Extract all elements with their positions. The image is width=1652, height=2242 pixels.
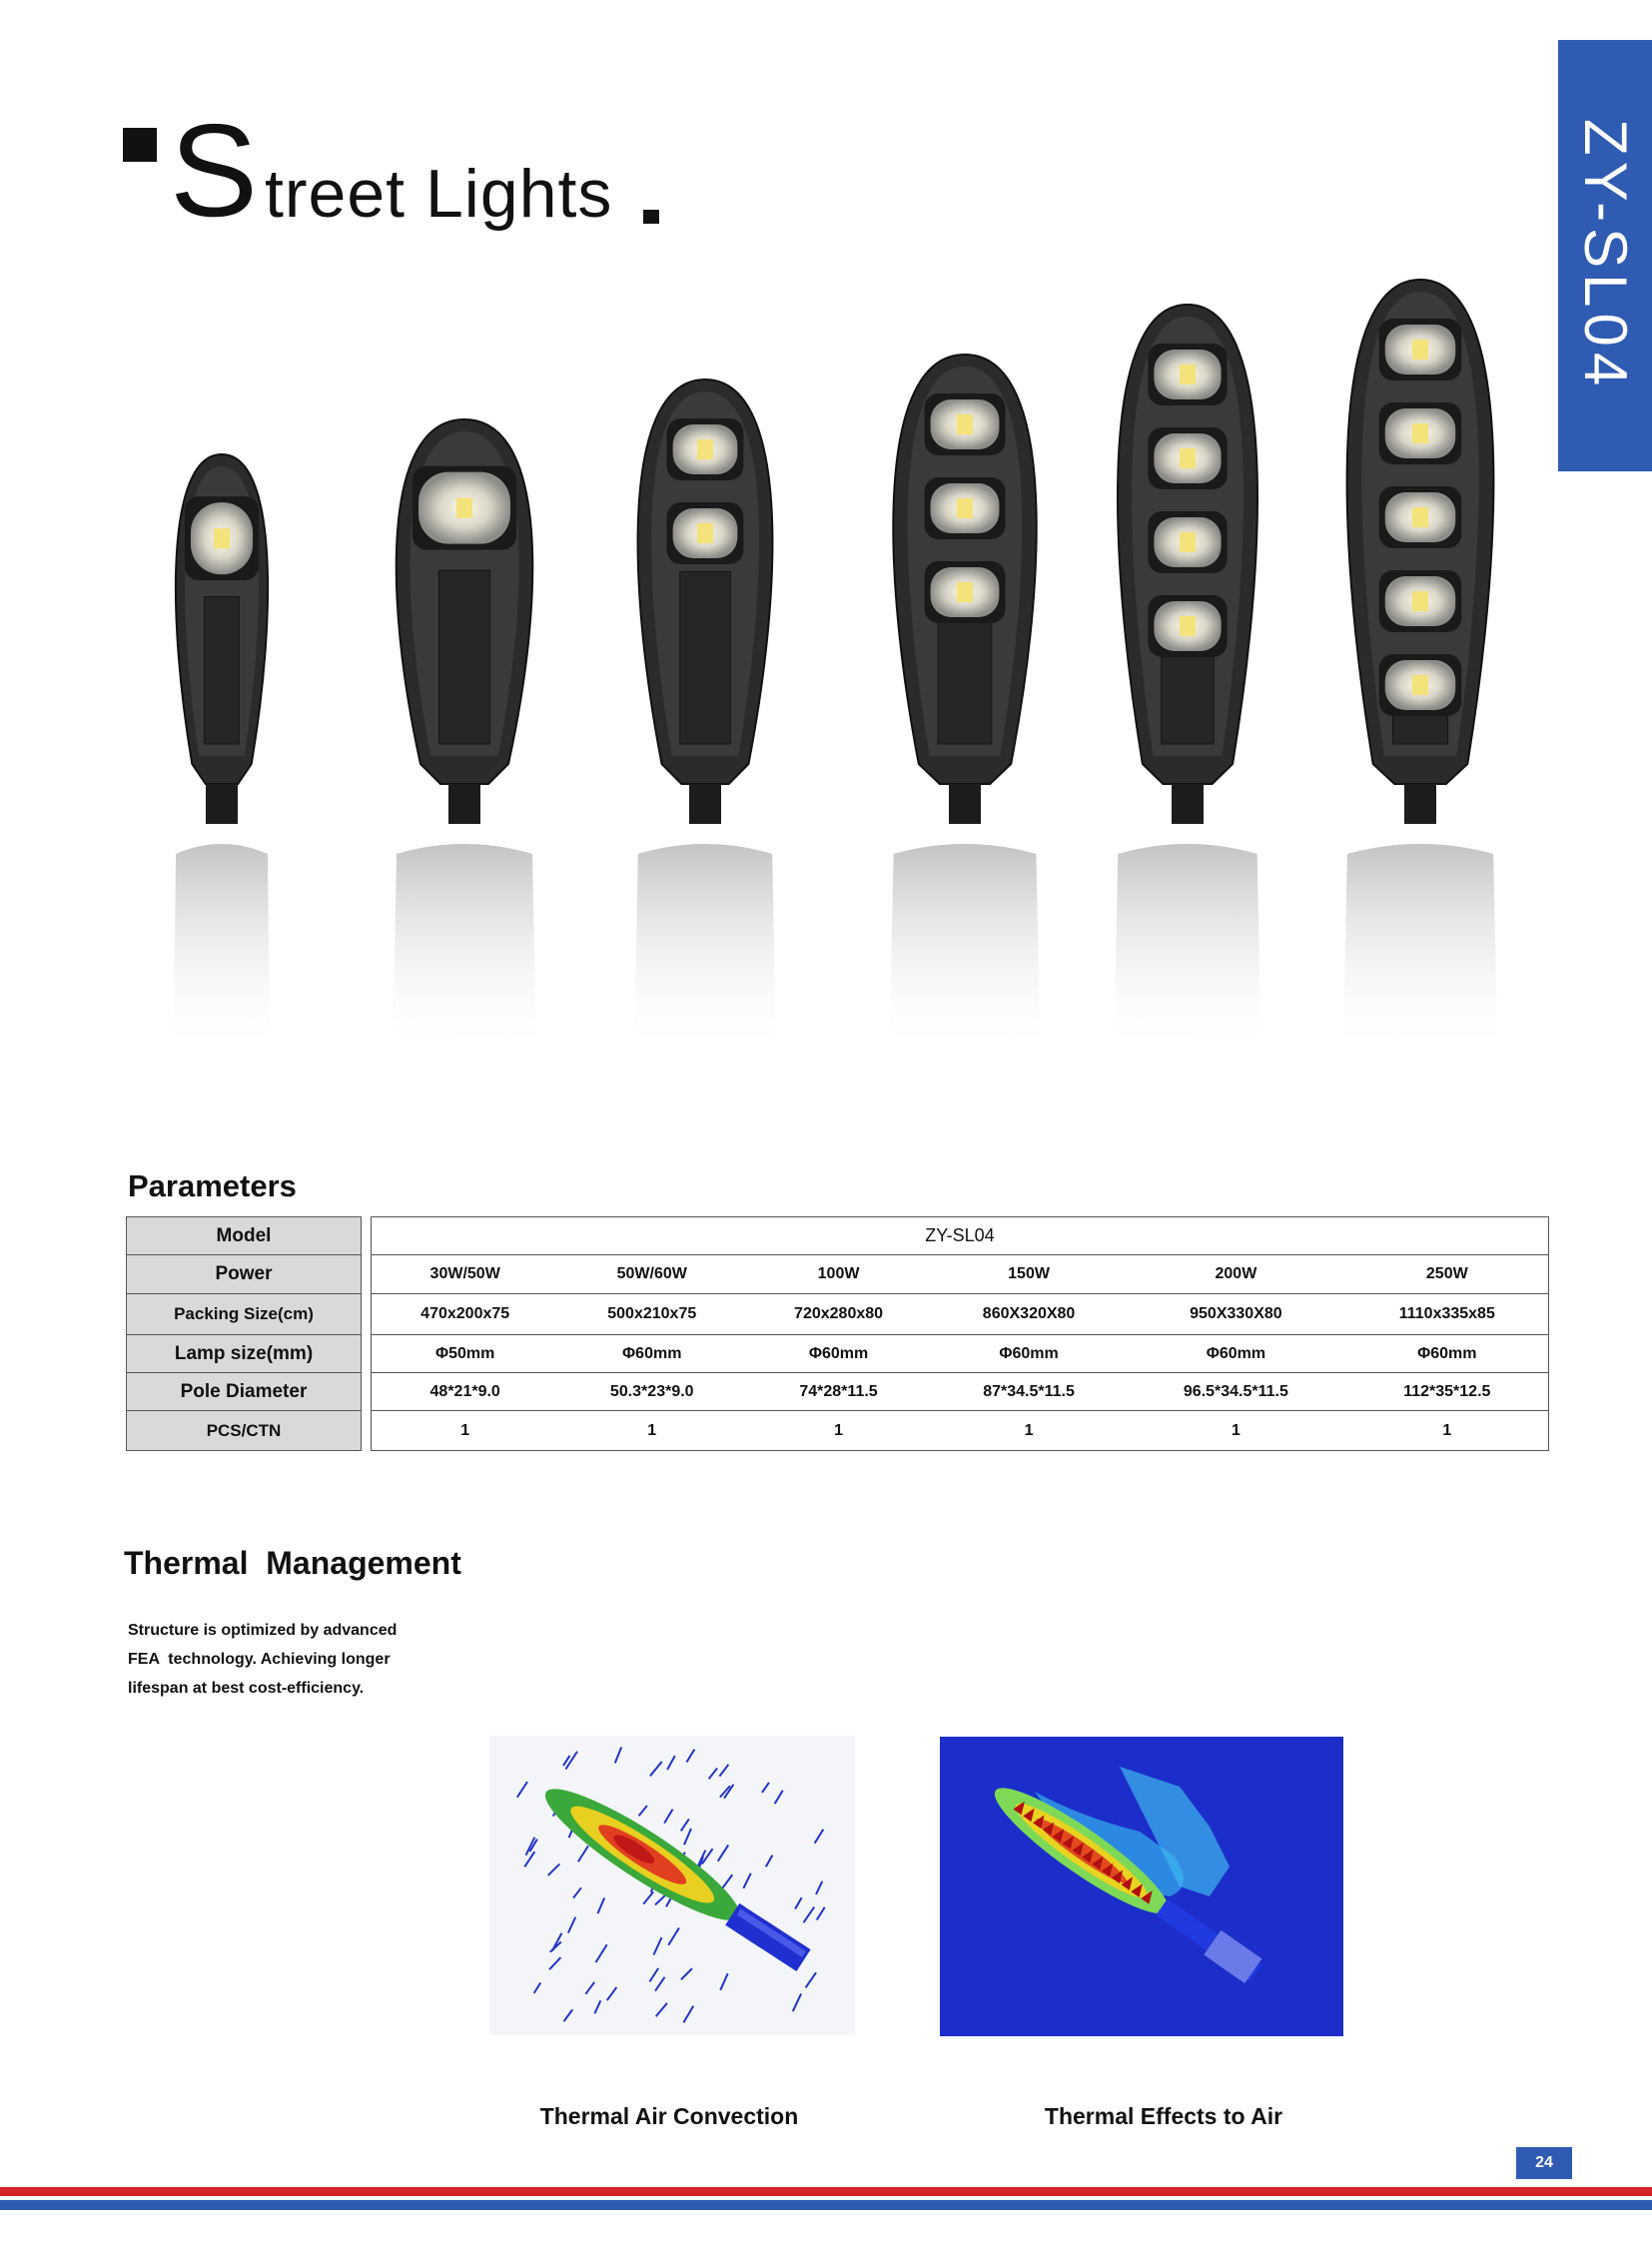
parameters-label-column — [126, 1216, 362, 1451]
thermal-heading: Thermal Management — [124, 1545, 461, 1581]
parameters-heading: Parameters — [128, 1168, 297, 1203]
power-cell: 30W/50W — [372, 1255, 559, 1294]
label-model: Model — [127, 1217, 362, 1255]
street-light-lamp — [1343, 280, 1498, 1054]
pcs-ctn-cell: 1 — [932, 1411, 1126, 1451]
footer-stripe-red — [0, 2187, 1652, 2196]
lamp-pole-adapter — [448, 784, 480, 824]
power-cell: 150W — [932, 1255, 1126, 1294]
lamp-reflection — [889, 844, 1040, 1054]
page-title: treet Lights — [265, 156, 613, 232]
lamp-driver-box — [438, 570, 489, 744]
lamp-pole-adapter — [949, 784, 981, 824]
thermal-effects-to-air-image — [940, 1737, 1343, 2036]
lamp-driver-box — [205, 597, 240, 745]
lamp-size-cell: Φ60mm — [1346, 1335, 1549, 1373]
pole-diameter-cell: 74*28*11.5 — [745, 1373, 932, 1411]
packing-size-cell: 500x210x75 — [558, 1294, 745, 1335]
pcs-ctn-cell: 1 — [745, 1411, 932, 1451]
packing-size-cell: 950X330X80 — [1126, 1294, 1345, 1335]
pole-diameter-cell: 48*21*9.0 — [372, 1373, 559, 1411]
label-pole-diameter: Pole Diameter — [127, 1373, 362, 1411]
label-lamp-size: Lamp size(mm) — [127, 1335, 362, 1373]
pcs-ctn-cell: 1 — [1126, 1411, 1345, 1451]
street-light-lamp — [889, 355, 1040, 1054]
thermal-description — [128, 1616, 447, 1703]
page-number: 24 — [1535, 2154, 1553, 2171]
footer-stripe-blue — [0, 2200, 1652, 2210]
label-packing-size: Packing Size(cm) — [127, 1294, 362, 1335]
lamp-size-cell: Φ60mm — [745, 1335, 932, 1373]
title-end-square — [643, 210, 659, 224]
street-light-lamp — [393, 419, 536, 1054]
lamp-driver-box — [680, 571, 731, 744]
pcs-ctn-cell: 1 — [372, 1411, 559, 1451]
parameters-values-table — [371, 1216, 1549, 1451]
street-light-lamp — [1114, 305, 1261, 1054]
pole-diameter-cell: 87*34.5*11.5 — [932, 1373, 1126, 1411]
packing-size-cell: 860X320X80 — [932, 1294, 1126, 1335]
street-lights-product-photo — [140, 270, 1578, 1069]
power-cell: 50W/60W — [558, 1255, 745, 1294]
pole-diameter-cell: 50.3*23*9.0 — [558, 1373, 745, 1411]
label-pcs-ctn: PCS/CTN — [127, 1411, 362, 1451]
pcs-ctn-cell: 1 — [558, 1411, 745, 1451]
lamp-reflection — [1343, 844, 1498, 1054]
thermal-description-line: lifespan at best cost-efficiency. — [128, 1680, 365, 1697]
lamp-size-cell: Φ60mm — [932, 1335, 1126, 1373]
street-light-lamp — [173, 454, 270, 1054]
power-cell: 200W — [1126, 1255, 1345, 1294]
title-bullet-square — [123, 128, 157, 162]
thermal-description-line: FEA technology. Achieving longer — [128, 1651, 391, 1668]
lamp-pole-adapter — [689, 784, 721, 824]
lamp-pole-adapter — [1404, 784, 1436, 824]
caption-thermal-effects-to-air: Thermal Effects to Air — [1044, 2103, 1283, 2129]
lamp-size-cell: Φ50mm — [372, 1335, 559, 1373]
lamp-reflection — [173, 844, 270, 1054]
lamp-pole-adapter — [1172, 784, 1204, 824]
pole-diameter-cell: 112*35*12.5 — [1346, 1373, 1549, 1411]
model-side-tab-label: ZY-SL04 — [1572, 119, 1639, 392]
lamp-pole-adapter — [206, 784, 238, 824]
lamp-size-cell: Φ60mm — [1126, 1335, 1345, 1373]
lamp-reflection — [1114, 844, 1261, 1054]
pole-diameter-cell: 96.5*34.5*11.5 — [1126, 1373, 1345, 1411]
caption-thermal-air-convection: Thermal Air Convection — [539, 2103, 799, 2129]
pcs-ctn-cell: 1 — [1346, 1411, 1549, 1451]
lamp-reflection — [393, 844, 536, 1054]
packing-size-cell: 720x280x80 — [745, 1294, 932, 1335]
street-light-lamp — [634, 379, 776, 1054]
thermal-description-line: Structure is optimized by advanced — [128, 1622, 398, 1639]
packing-size-cell: 1110x335x85 — [1346, 1294, 1549, 1335]
packing-size-cell: 470x200x75 — [372, 1294, 559, 1335]
lamp-size-cell: Φ60mm — [558, 1335, 745, 1373]
model-value-cell: ZY-SL04 — [372, 1217, 1549, 1255]
power-cell: 100W — [745, 1255, 932, 1294]
title-first-letter: S — [170, 97, 259, 244]
label-power: Power — [127, 1255, 362, 1294]
thermal-air-convection-image — [489, 1736, 855, 2035]
power-cell: 250W — [1346, 1255, 1549, 1294]
lamp-reflection — [634, 844, 776, 1054]
